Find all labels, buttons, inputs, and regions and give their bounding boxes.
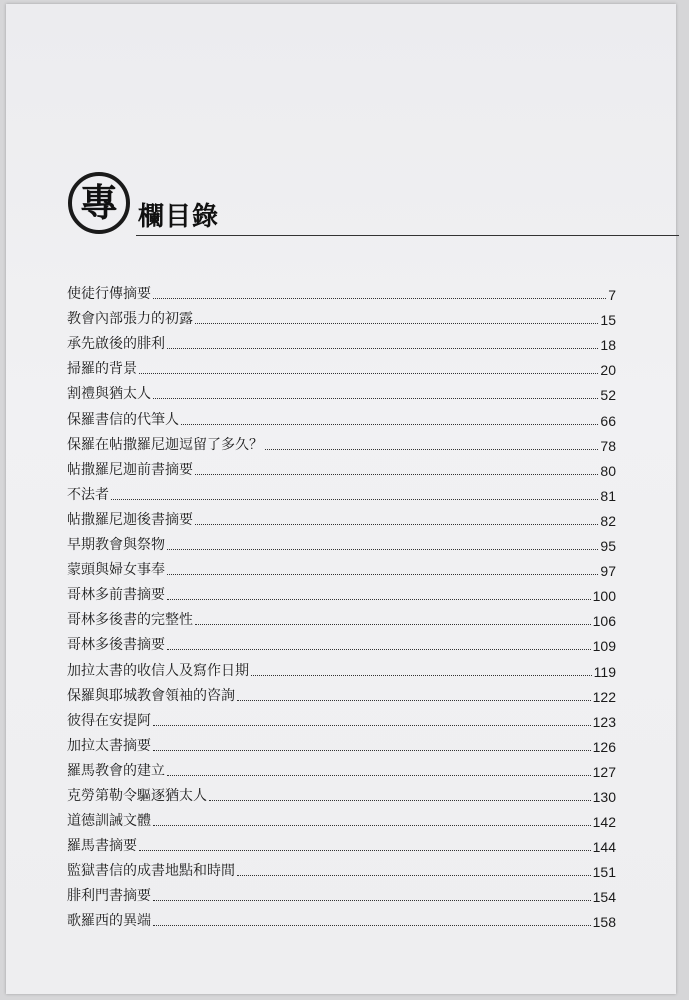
toc-entry-title: 克勞第勒令驅逐猶太人 bbox=[67, 787, 207, 804]
dot-leader bbox=[167, 775, 591, 776]
toc-entry-title: 蒙頭與婦女事奉 bbox=[67, 562, 165, 579]
toc-entry[interactable] bbox=[67, 353, 616, 378]
toc-entry-page-number: 106 bbox=[592, 613, 616, 630]
toc-entry-title: 羅馬書摘要 bbox=[67, 838, 137, 855]
toc-entry-title: 加拉太書的收信人及寫作日期 bbox=[67, 662, 249, 679]
toc-entry-page-number: 154 bbox=[592, 889, 616, 906]
toc-entry-page-number: 130 bbox=[592, 788, 616, 805]
dot-leader bbox=[195, 323, 598, 324]
dot-leader bbox=[153, 298, 606, 299]
dot-leader bbox=[167, 574, 598, 575]
dot-leader bbox=[181, 424, 598, 425]
dot-leader bbox=[237, 700, 591, 701]
dot-leader bbox=[139, 850, 591, 851]
dot-leader bbox=[153, 900, 591, 901]
toc-entry-title: 保羅在帖撒羅尼迦逗留了多久？ bbox=[67, 436, 263, 453]
toc-entry[interactable] bbox=[67, 479, 616, 504]
toc-entry-page-number: 52 bbox=[600, 387, 616, 404]
dot-leader bbox=[195, 624, 591, 625]
toc-entry-title: 哥林多前書摘要 bbox=[67, 587, 165, 604]
toc-entry[interactable] bbox=[67, 755, 616, 780]
toc-entry-title: 彼得在安提阿 bbox=[67, 712, 151, 729]
toc-entry-page-number: 15 bbox=[600, 312, 616, 329]
toc-entry[interactable] bbox=[67, 504, 616, 529]
toc-entry-page-number: 158 bbox=[592, 914, 616, 931]
dot-leader bbox=[153, 750, 591, 751]
dot-leader bbox=[167, 348, 598, 349]
toc-entry[interactable] bbox=[67, 880, 616, 905]
toc-entry-page-number: 122 bbox=[592, 688, 616, 705]
toc-entry[interactable] bbox=[67, 429, 616, 454]
toc-entry[interactable] bbox=[67, 403, 616, 428]
toc-entry-page-number: 97 bbox=[600, 563, 616, 580]
toc-entry[interactable] bbox=[67, 579, 616, 604]
toc-entry-title: 掃羅的背景 bbox=[67, 361, 137, 378]
toc-entry-page-number: 81 bbox=[600, 487, 616, 504]
toc-entry[interactable] bbox=[67, 454, 616, 479]
toc-entry[interactable] bbox=[67, 654, 616, 679]
toc-entry-page-number: 95 bbox=[600, 538, 616, 555]
toc-entry-title: 帖撒羅尼迦後書摘要 bbox=[67, 511, 193, 528]
toc-entry[interactable] bbox=[67, 629, 616, 654]
toc-entry[interactable] bbox=[67, 830, 616, 855]
toc-entry-page-number: 18 bbox=[600, 337, 616, 354]
dot-leader bbox=[237, 875, 591, 876]
toc-entry-title: 道德訓誡文體 bbox=[67, 813, 151, 830]
toc-entry-page-number: 123 bbox=[592, 713, 616, 730]
toc-entry[interactable] bbox=[67, 554, 616, 579]
toc-entry-title: 承先啟後的腓利 bbox=[67, 336, 165, 353]
dot-leader bbox=[111, 499, 598, 500]
book-page bbox=[6, 4, 676, 994]
toc-entry-title: 教會內部張力的初露 bbox=[67, 311, 193, 328]
section-header bbox=[68, 172, 618, 242]
toc-entry[interactable] bbox=[67, 378, 616, 403]
dot-leader bbox=[167, 549, 598, 550]
dot-leader bbox=[209, 800, 591, 801]
toc-entry-title: 保羅書信的代筆人 bbox=[67, 411, 179, 428]
dot-leader bbox=[139, 373, 598, 374]
toc-entry-page-number: 142 bbox=[592, 814, 616, 831]
toc-entry[interactable] bbox=[67, 905, 616, 930]
toc-entry[interactable] bbox=[67, 705, 616, 730]
dot-leader bbox=[167, 599, 591, 600]
toc-entry-page-number: 126 bbox=[592, 738, 616, 755]
toc-entry-page-number: 151 bbox=[592, 864, 616, 881]
table-of-contents bbox=[67, 278, 616, 930]
dot-leader bbox=[153, 398, 598, 399]
toc-entry[interactable] bbox=[67, 855, 616, 880]
toc-entry-title: 加拉太書摘要 bbox=[67, 737, 151, 754]
toc-entry-page-number: 66 bbox=[600, 412, 616, 429]
toc-entry[interactable] bbox=[67, 529, 616, 554]
toc-entry-page-number: 80 bbox=[600, 462, 616, 479]
toc-entry[interactable] bbox=[67, 303, 616, 328]
toc-entry-page-number: 109 bbox=[592, 638, 616, 655]
toc-entry-page-number: 20 bbox=[600, 362, 616, 379]
toc-entry-page-number: 78 bbox=[600, 437, 616, 454]
title-rule bbox=[136, 235, 679, 236]
toc-entry-title: 羅馬教會的建立 bbox=[67, 762, 165, 779]
toc-entry-page-number: 82 bbox=[600, 512, 616, 529]
toc-entry[interactable] bbox=[67, 278, 616, 303]
toc-entry-title: 哥林多後書摘要 bbox=[67, 637, 165, 654]
dot-leader bbox=[251, 675, 592, 676]
toc-entry-title: 監獄書信的成書地點和時間 bbox=[67, 863, 235, 880]
toc-entry[interactable] bbox=[67, 780, 616, 805]
page-title: 欄目錄 bbox=[138, 202, 220, 232]
toc-entry-title: 不法者 bbox=[67, 486, 109, 503]
toc-entry-page-number: 7 bbox=[608, 287, 616, 304]
dot-leader bbox=[153, 925, 591, 926]
dot-leader bbox=[167, 649, 591, 650]
dot-leader bbox=[195, 474, 598, 475]
dot-leader bbox=[153, 725, 591, 726]
toc-entry[interactable] bbox=[67, 680, 616, 705]
toc-entry-title: 哥林多後書的完整性 bbox=[67, 612, 193, 629]
toc-entry-title: 保羅與耶城教會領袖的咨詢 bbox=[67, 687, 235, 704]
dot-leader bbox=[153, 825, 591, 826]
toc-entry-title: 腓利門書摘要 bbox=[67, 888, 151, 905]
toc-entry-page-number: 144 bbox=[592, 839, 616, 856]
toc-entry[interactable] bbox=[67, 328, 616, 353]
dot-leader bbox=[195, 524, 598, 525]
toc-entry-page-number: 100 bbox=[592, 588, 616, 605]
column-emblem: 專 bbox=[68, 172, 130, 234]
toc-entry-title: 割禮與猶太人 bbox=[67, 386, 151, 403]
toc-entry-page-number: 119 bbox=[593, 663, 616, 680]
dot-leader bbox=[265, 449, 598, 450]
toc-entry-page-number: 127 bbox=[592, 763, 616, 780]
toc-entry-title: 早期教會與祭物 bbox=[67, 537, 165, 554]
toc-entry[interactable] bbox=[67, 730, 616, 755]
toc-entry-title: 使徒行傳摘要 bbox=[67, 286, 151, 303]
toc-entry[interactable] bbox=[67, 805, 616, 830]
toc-entry-title: 帖撒羅尼迦前書摘要 bbox=[67, 461, 193, 478]
toc-entry[interactable] bbox=[67, 604, 616, 629]
toc-entry-title: 歌羅西的異端 bbox=[67, 913, 151, 930]
